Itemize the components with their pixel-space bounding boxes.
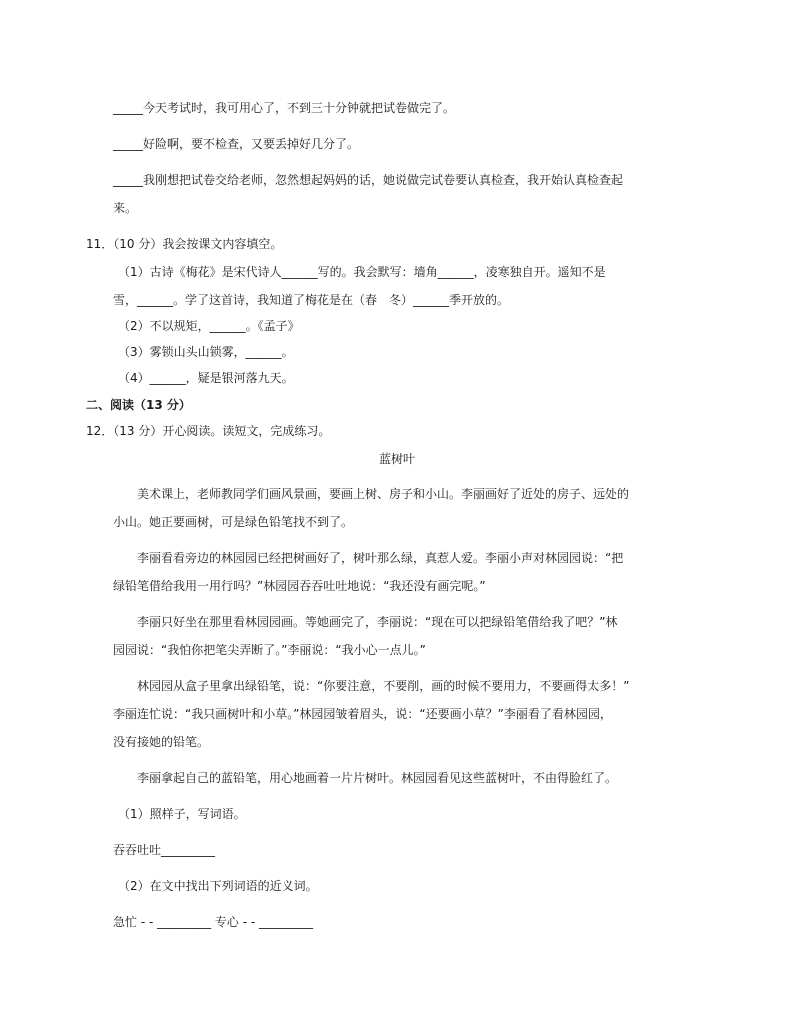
q12-part2: （2）在文中找出下列词语的近义词。 (118, 879, 318, 893)
q11-part1-line1: （1）古诗《梅花》是宋代诗人______写的。我会默写：墙角______，凌寒独自开。遥知不是 (118, 265, 606, 279)
q11-part3: （3）雾锁山头山锁雾，______。 (118, 345, 294, 359)
passage-title: 蓝树叶 (378, 452, 415, 466)
passage-p1-line2: 小山。她正要画树，可是绿色铅笔找不到了。 (113, 515, 354, 529)
passage-p4-line1: 林园园从盒子里拿出绿铅笔，说：“你要注意，不要削，画的时候不要用力，不要画得太多！” (137, 679, 630, 693)
q11-part2: （2）不以规矩，______。《孟子》 (118, 319, 300, 333)
section-2-heading: 二、阅读（13 分） (86, 398, 191, 412)
passage-p3-line2: 园园说：“我怕你把笔尖弄断了。”李丽说：“我小心一点儿。” (113, 643, 426, 657)
passage-p4-line2: 李丽连忙说：“我只画树叶和小草。”林园园皱着眉头，说：“还要画小草？”李丽看了看林园园， (113, 707, 612, 721)
q12-part1-example: 吞吞吐吐_________ (113, 843, 216, 857)
sentence-line-3b: 来。 (113, 201, 138, 215)
sentence-line-1: _____今天考试时，我可用心了，不到三十分钟就把试卷做完了。 (113, 101, 456, 115)
passage-p5-line1: 李丽拿起自己的蓝铅笔，用心地画着一片片树叶。林园园看见这些蓝树叶，不由得脸红了。 (137, 771, 618, 785)
passage-p2-line1: 李丽看看旁边的林园园已经把树画好了，树叶那么绿，真惹人爱。李丽小声对林园园说：“把 (137, 551, 624, 565)
passage-p2-line2: 绿铅笔借给我用一用行吗？”林园园吞吞吐吐地说：“我还没有画完呢。” (113, 579, 486, 593)
passage-p3-line1: 李丽只好坐在那里看林园园画。等她画完了，李丽说：“现在可以把绿铅笔借给我了吧？”林 (137, 615, 618, 629)
q12-part2-answers: 急忙 - - _________ 专心 - - _________ (113, 915, 314, 929)
q11-part4: （4）______，疑是银河落九天。 (118, 371, 294, 385)
passage-p4-line3: 没有接她的铅笔。 (113, 735, 210, 749)
sentence-line-3a: _____我刚想把试卷交给老师，忽然想起妈妈的话，她说做完试卷要认真检查，我开始认真检查起 (113, 173, 624, 187)
question-12-title: 12．（13 分）开心阅读。读短文，完成练习。 (86, 424, 331, 438)
q11-part1-line2: 雪，______。学了这首诗，我知道了梅花是在（春 冬）______季开放的。 (113, 293, 510, 307)
sentence-line-2: _____好险啊，要不检查，又要丢掉好几分了。 (113, 137, 360, 151)
question-11-title: 11．（10 分）我会按课文内容填空。 (86, 237, 283, 251)
passage-p1-line1: 美术课上，老师教同学们画风景画，要画上树、房子和小山。李丽画好了近处的房子、远处的 (137, 487, 630, 501)
q12-part1: （1）照样子，写词语。 (118, 807, 246, 821)
